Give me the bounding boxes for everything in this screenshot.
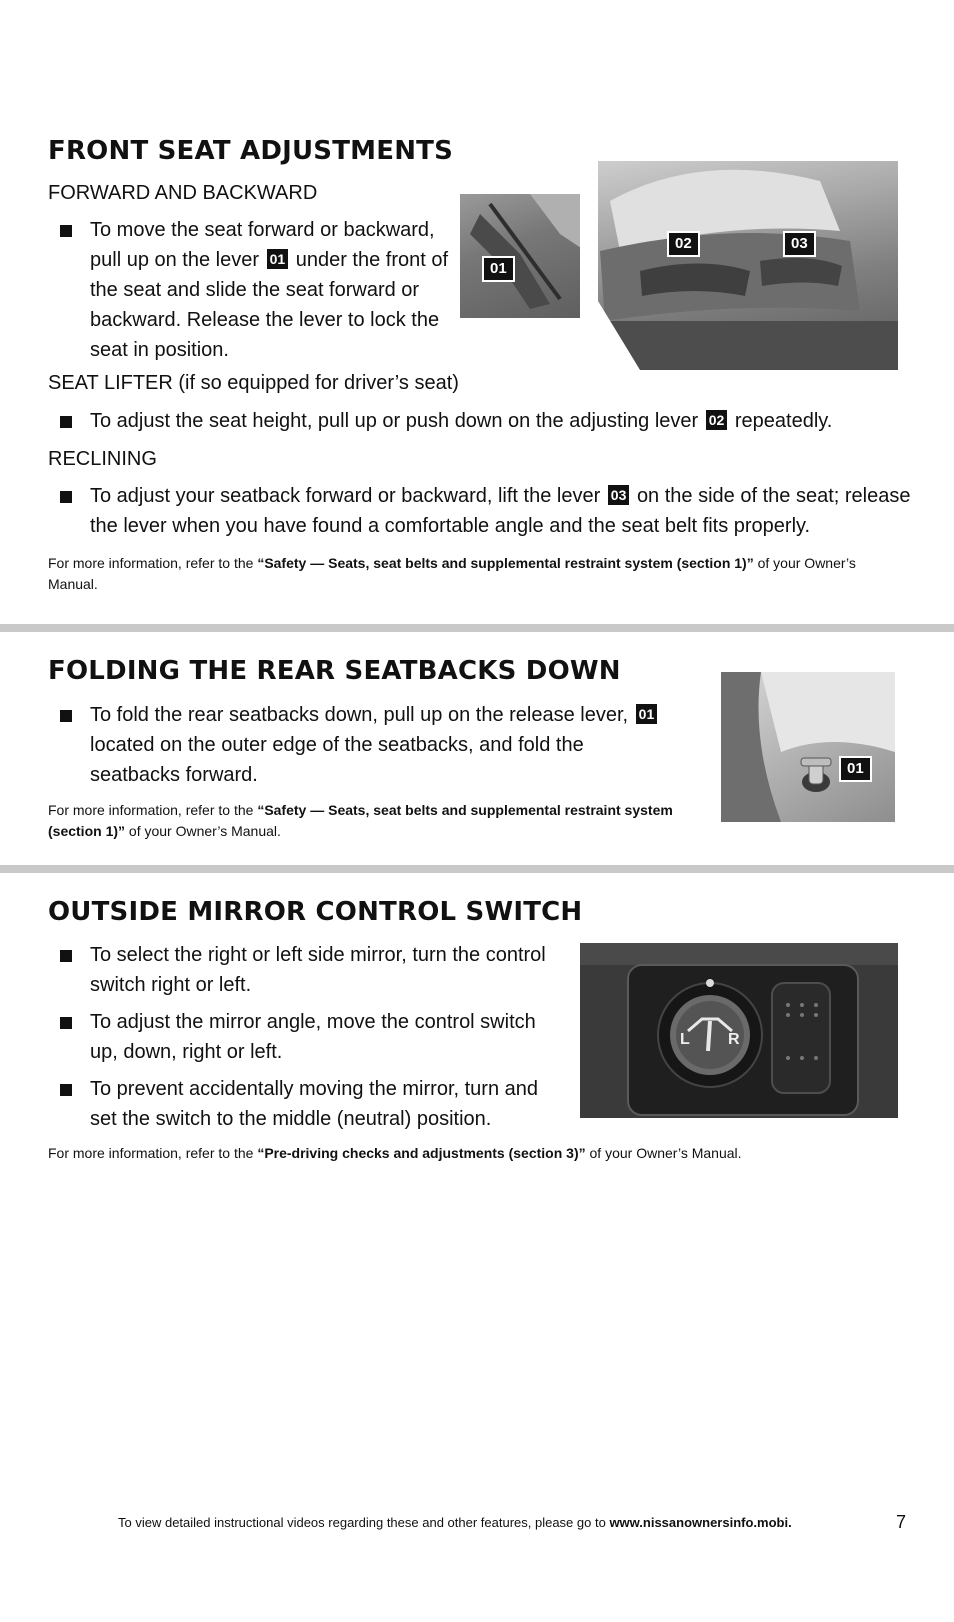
bullet-neutral-position: To prevent accidentally moving the mirror, turn and set the switch to the middle (neutral) position.	[60, 1074, 550, 1134]
bullet-fold-seatbacks: To fold the rear seatbacks down, pull up on the release lever, 01 located on the outer edge of the seatbacks, and fold the seatbacks forward.	[60, 700, 670, 790]
mirror-control-switch-photo	[580, 943, 898, 1118]
subheading-forward-backward: FORWARD AND BACKWARD	[48, 182, 318, 204]
rear-seat-lever-photo	[721, 672, 895, 822]
subheading-reclining: RECLINING	[48, 448, 157, 470]
section-title-mirror-switch: OUTSIDE MIRROR CONTROL SWITCH	[48, 897, 583, 927]
page-number: 7	[896, 1512, 907, 1532]
bullet-square-icon	[60, 416, 72, 428]
photo-callout-01: 01	[839, 756, 872, 782]
section-divider	[0, 865, 954, 873]
footer-note: To view detailed instructional videos regarding these and other features, please go to www.nissanownersinfo.mobi.	[118, 1515, 792, 1530]
photo-callout-01: 01	[482, 256, 515, 282]
bullet-square-icon	[60, 710, 72, 722]
knob-right-label: R	[728, 1031, 740, 1048]
lever-tag-01: 01	[267, 249, 289, 269]
section-title-rear-seatbacks: FOLDING THE REAR SEATBACKS DOWN	[48, 656, 621, 686]
section2-reference-note: For more information, refer to the “Safety — Seats, seat belts and supplemental restraint system (section 1)” of your Owner’s Manual.	[48, 802, 673, 839]
lever-tag-02: 02	[706, 410, 728, 430]
bullet-forward-backward: To move the seat forward or backward, pull up on the lever 01 under the front of the seat and slide the seat forward or backward. Release the lever to lock the seat in position.	[60, 215, 450, 365]
bullet-seat-lifter: To adjust the seat height, pull up or push down on the adjusting lever 02 repeatedly.	[60, 406, 920, 436]
bullet-reclining: To adjust your seatback forward or backward, lift the lever 03 on the side of the seat; release the lever when you have found a comfortable angle and the seat belt fits properly.	[60, 481, 920, 541]
section3-reference-note: For more information, refer to the “Pre-driving checks and adjustments (section 3)” of your Owner’s Manual.	[48, 1145, 742, 1161]
bullet-square-icon	[60, 1084, 72, 1096]
lever-tag-01: 01	[636, 704, 658, 724]
knob-left-label: L	[680, 1031, 690, 1048]
seat-lever-closeup-photo	[460, 194, 590, 318]
footer-link[interactable]: www.nissanownersinfo.mobi.	[609, 1515, 792, 1530]
section1-reference-note: For more information, refer to the “Safety — Seats, seat belts and supplemental restraint system (section 1)” of your Owner’s Manual.	[48, 555, 856, 592]
section-title-front-seat: FRONT SEAT ADJUSTMENTS	[48, 136, 454, 166]
section-divider	[0, 624, 954, 632]
bullet-square-icon	[60, 950, 72, 962]
subheading-seat-lifter: SEAT LIFTER (if so equipped for driver’s seat)	[48, 372, 459, 394]
photo-callout-02: 02	[667, 231, 700, 257]
photo-callout-03: 03	[783, 231, 816, 257]
lever-tag-03: 03	[608, 485, 630, 505]
bullet-square-icon	[60, 225, 72, 237]
bullet-select-mirror: To select the right or left side mirror, turn the control switch right or left.	[60, 940, 550, 1000]
bullet-adjust-angle: To adjust the mirror angle, move the control switch up, down, right or left.	[60, 1007, 550, 1067]
seat-side-photo	[580, 161, 898, 370]
bullet-square-icon	[60, 1017, 72, 1029]
bullet-square-icon	[60, 491, 72, 503]
